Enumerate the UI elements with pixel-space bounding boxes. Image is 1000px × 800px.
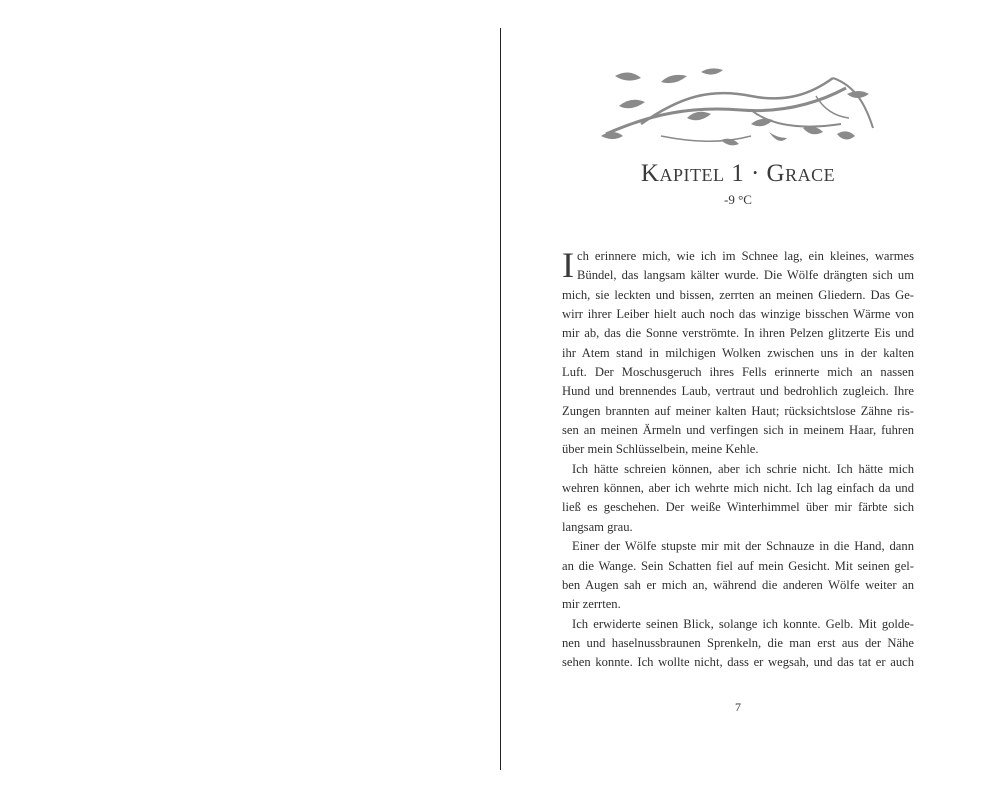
text-line: Luft. Der Moschusgeruch ihres Fells erinnerte mich an nassen (562, 365, 914, 380)
text-line: Hund und brennendes Laub, vertraut und bedrohlich zugleich. Ihre (562, 384, 914, 399)
chapter-title: Kapitel 1 · Grace (640, 160, 836, 187)
text-line: ließ es geschehen. Der weiße Winterhimmel über mir färbte sich (562, 500, 914, 515)
paragraph-3 (562, 537, 914, 614)
text-line: Einer der Wölfe stupste mir mit der Schnauze in die Hand, dann (572, 539, 914, 554)
text-line: über mein Schlüsselbein, meine Kehle. (562, 442, 759, 457)
text-line: ch erinnere mich, wie ich im Schnee lag, ein kleines, warmes (577, 249, 914, 263)
chapter-body-text (562, 247, 914, 673)
text-line: mir zerrten. (562, 597, 621, 612)
page-number: 7 (735, 700, 741, 714)
text-line: Ich hätte schreien können, aber ich schrie nicht. Ich hätte mich (572, 461, 914, 476)
drop-cap: I (562, 245, 574, 285)
text-line: wehren können, aber ich wehrte mich nicht. Ich lag einfach da und (562, 481, 914, 496)
right-page (501, 0, 1000, 800)
text-line: mir ab, das die Sonne verströmte. In ihren Pelzen glitzerte Eis und (562, 326, 914, 341)
text-line: Ich erwiderte seinen Blick, solange ich konnte. Gelb. Mit golde- (572, 616, 914, 631)
text-line: langsam grau. (562, 519, 633, 534)
paragraph-1 (562, 247, 914, 460)
branch-ornament-icon (601, 66, 881, 156)
text-line: Bündel, das langsam kälter wurde. Die Wölfe drängten sich um (577, 268, 914, 283)
paragraph-2 (562, 460, 914, 537)
text-line: wirr ihrer Leiber hielt auch noch das winzige bisschen Wärme von (562, 307, 914, 322)
text-line: mich, sie leckten und bissen, zerrten an meinen Gliedern. Das Ge- (562, 287, 914, 302)
paragraph-4 (562, 615, 914, 673)
text-line: sen an meinen Ärmeln und verfingen sich in meinem Haar, fuhren (562, 423, 914, 438)
text-line: ihr Atem stand in milchigen Wolken zwischen uns in der kalten (562, 345, 914, 360)
text-line: ben Augen sah er mich an, während die anderen Wölfe weiter an (562, 577, 914, 592)
text-line: Zungen brannten auf meiner kalten Haut; rücksichtslose Zähne ris- (562, 403, 914, 418)
text-line: an die Wange. Sein Schatten fiel auf mein Gesicht. Mit seinen gel- (562, 558, 914, 573)
text-line: sehen konnte. Ich wollte nicht, dass er wegsah, und das tat er auch (562, 655, 914, 670)
chapter-temperature: -9 °C (724, 192, 752, 207)
text-line: nen und haselnussbraunen Sprenkeln, die man erst aus der Nähe (562, 635, 914, 650)
